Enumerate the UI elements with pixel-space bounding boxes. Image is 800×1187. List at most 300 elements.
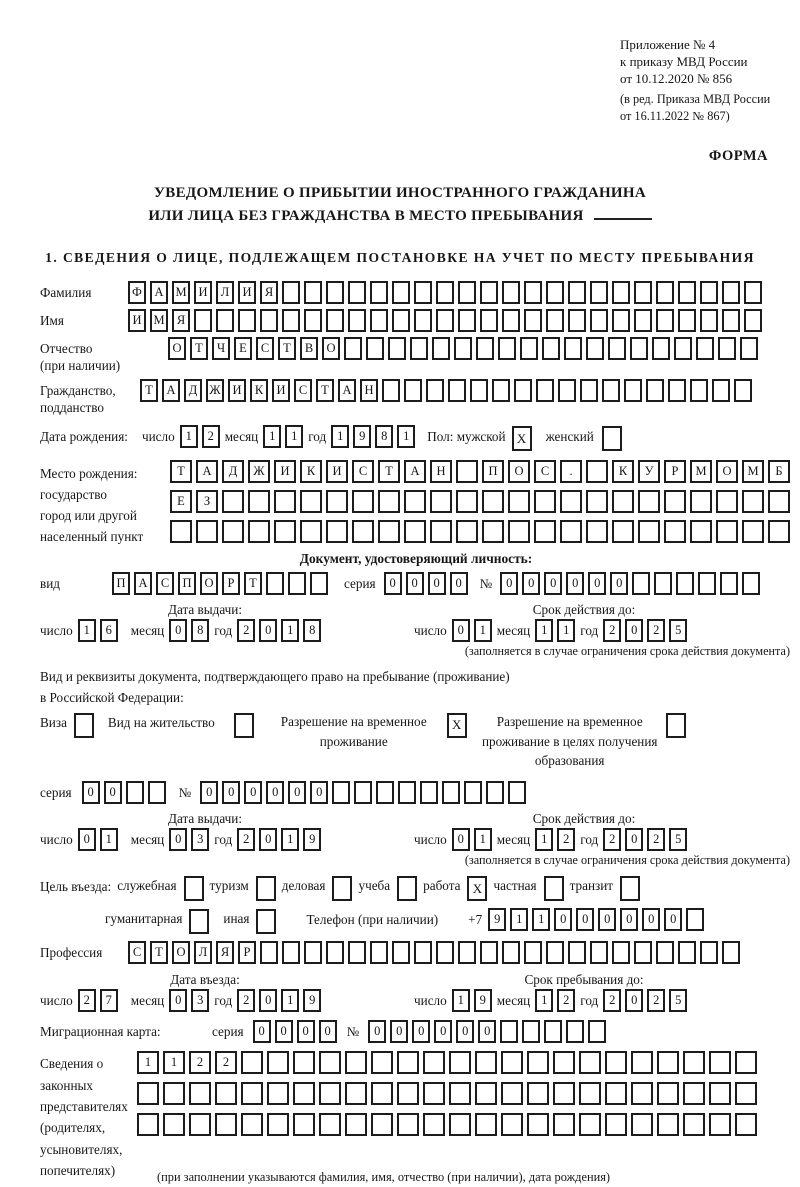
- char-cell: [371, 1051, 393, 1074]
- appendix-block: [620, 36, 770, 124]
- char-cell: [632, 572, 650, 595]
- char-cell: [568, 309, 586, 332]
- char-cell: 2: [237, 828, 255, 851]
- char-cell: [378, 490, 400, 513]
- char-cell: [397, 1051, 419, 1074]
- char-cell: [194, 309, 212, 332]
- char-cell: [546, 941, 564, 964]
- char-cell: [522, 1020, 540, 1043]
- month-label: месяц: [130, 622, 165, 638]
- char-cell: [430, 520, 452, 543]
- char-cell: [605, 1051, 627, 1074]
- char-cell: [586, 337, 604, 360]
- char-cell: 1: [331, 425, 349, 448]
- char-cell: 9: [303, 828, 321, 851]
- char-cell: 5: [669, 619, 687, 642]
- char-cell: 0: [566, 572, 584, 595]
- day-label: число: [40, 993, 73, 1009]
- char-cell: [612, 520, 634, 543]
- char-cell: 5: [669, 828, 687, 851]
- char-cell: [716, 490, 738, 513]
- citizenship-cells: [140, 379, 752, 402]
- issue-date-header: Дата выдачи:: [167, 811, 243, 827]
- char-cell: [735, 1051, 757, 1074]
- migration-card-number-cells: [368, 1020, 606, 1043]
- gumanitarnaya-checkbox: [189, 909, 209, 934]
- birthplace-label-line1: Место рождения:: [40, 466, 138, 481]
- char-cell: 1: [474, 828, 492, 851]
- number-label: №: [479, 575, 493, 591]
- purpose-label: Цель въезда:: [40, 879, 112, 895]
- turizm-checkbox: [256, 876, 276, 901]
- id-doc-valid-group: [414, 619, 687, 642]
- char-cell: [449, 1082, 471, 1105]
- citizenship-label-line2: подданство: [40, 399, 104, 415]
- char-cell: .: [560, 460, 582, 483]
- char-cell: [524, 309, 542, 332]
- char-cell: 2: [78, 989, 96, 1012]
- char-cell: [656, 281, 674, 304]
- char-cell: М: [690, 460, 712, 483]
- visa-label: Виза: [40, 714, 67, 730]
- sex-female-label: женский: [545, 429, 594, 444]
- char-cell: 2: [603, 989, 621, 1012]
- char-cell: 0: [200, 781, 218, 804]
- patronymic-label: [40, 337, 168, 374]
- char-cell: 0: [390, 1020, 408, 1043]
- char-cell: В: [300, 337, 318, 360]
- char-cell: [266, 572, 284, 595]
- char-cell: [709, 1051, 731, 1074]
- char-cell: Т: [316, 379, 334, 402]
- purpose-inaya: [223, 908, 276, 934]
- char-cell: [382, 379, 400, 402]
- stay-doc-valid-group: [414, 828, 687, 851]
- char-cell: И: [274, 460, 296, 483]
- char-cell: [527, 1051, 549, 1074]
- char-cell: [638, 520, 660, 543]
- char-cell: [282, 281, 300, 304]
- char-cell: Т: [170, 460, 192, 483]
- delovaya-label: деловая: [281, 878, 326, 894]
- char-cell: Ф: [128, 281, 146, 304]
- char-cell: [602, 379, 620, 402]
- char-cell: [560, 520, 582, 543]
- forma-label: ФОРМА: [708, 148, 768, 164]
- char-cell: [657, 1113, 679, 1136]
- char-cell: [564, 337, 582, 360]
- char-cell: 3: [191, 989, 209, 1012]
- char-cell: [501, 1051, 523, 1074]
- sex-male-checkbox: X: [512, 426, 532, 451]
- char-cell: [696, 337, 714, 360]
- id-doc-kind-row: [40, 572, 792, 595]
- char-cell: 2: [237, 619, 255, 642]
- year-label: год: [580, 993, 599, 1009]
- day-label: число: [40, 622, 73, 638]
- char-cell: 0: [259, 989, 277, 1012]
- char-cell: [579, 1082, 601, 1105]
- stay-doc-valid-day: [452, 828, 492, 851]
- char-cell: [426, 379, 444, 402]
- char-cell: [326, 309, 344, 332]
- visa-checkbox: [74, 713, 94, 738]
- id-doc-valid-day: [452, 619, 492, 642]
- representatives-label-line6: попечителях): [40, 1163, 116, 1179]
- char-cell: [558, 379, 576, 402]
- char-cell: 1: [535, 619, 553, 642]
- char-cell: 2: [237, 989, 255, 1012]
- section1-title: 1. СВЕДЕНИЯ О ЛИЦЕ, ПОДЛЕЖАЩЕМ ПОСТАНОВКЕ НА УЧЕТ ПО МЕСТУ ПРЕБЫВАНИЯ: [45, 250, 755, 265]
- char-cell: [216, 309, 234, 332]
- birthdate-group: [142, 425, 415, 448]
- char-cell: [458, 309, 476, 332]
- char-cell: 2: [557, 828, 575, 851]
- char-cell: 0: [428, 572, 446, 595]
- char-cell: [241, 1113, 263, 1136]
- title-underline: [594, 218, 652, 220]
- series-label: серия: [212, 1024, 244, 1040]
- char-cell: [456, 520, 478, 543]
- char-cell: [612, 281, 630, 304]
- surname-label: Фамилия: [40, 285, 92, 300]
- char-cell: [170, 520, 192, 543]
- citizenship-label-line1: Гражданство,: [40, 383, 116, 398]
- char-cell: [683, 1082, 705, 1105]
- id-doc-series-cells: [384, 572, 468, 595]
- char-cell: [527, 1113, 549, 1136]
- char-cell: Д: [184, 379, 202, 402]
- char-cell: [502, 281, 520, 304]
- char-cell: Л: [216, 281, 234, 304]
- char-cell: [590, 941, 608, 964]
- char-cell: 0: [104, 781, 122, 804]
- char-cell: 0: [642, 908, 660, 931]
- char-cell: [486, 781, 504, 804]
- char-cell: [683, 1113, 705, 1136]
- char-cell: [501, 1113, 523, 1136]
- char-cell: А: [196, 460, 218, 483]
- number-label: №: [346, 1024, 360, 1040]
- char-cell: [542, 337, 560, 360]
- char-cell: [678, 281, 696, 304]
- name-cells: [128, 309, 762, 332]
- char-cell: [560, 490, 582, 513]
- char-cell: 0: [625, 989, 643, 1012]
- char-cell: [222, 520, 244, 543]
- id-doc-dates-row: [40, 619, 792, 642]
- char-cell: [282, 941, 300, 964]
- char-cell: [612, 309, 630, 332]
- char-cell: [508, 490, 530, 513]
- char-cell: 1: [535, 828, 553, 851]
- purpose-turizm: [210, 875, 276, 901]
- char-cell: Т: [140, 379, 158, 402]
- char-cell: [608, 337, 626, 360]
- char-cell: [454, 337, 472, 360]
- representatives-row3-cells: [137, 1113, 757, 1136]
- char-cell: 1: [474, 619, 492, 642]
- char-cell: С: [294, 379, 312, 402]
- stay-doc-dates-row: [40, 828, 792, 851]
- char-cell: [423, 1082, 445, 1105]
- char-cell: К: [300, 460, 322, 483]
- char-cell: 0: [288, 781, 306, 804]
- char-cell: 0: [598, 908, 616, 931]
- char-cell: [476, 337, 494, 360]
- char-cell: [436, 309, 454, 332]
- char-cell: [742, 490, 764, 513]
- birth-day-cells: [180, 425, 220, 448]
- char-cell: [744, 309, 762, 332]
- char-cell: [546, 281, 564, 304]
- id-doc-kind-label: вид: [40, 575, 60, 591]
- char-cell: [524, 281, 542, 304]
- char-cell: [248, 490, 270, 513]
- char-cell: А: [150, 281, 168, 304]
- char-cell: [678, 941, 696, 964]
- char-cell: [498, 337, 516, 360]
- char-cell: 1: [100, 828, 118, 851]
- patronymic-label-line2: (при наличии): [40, 357, 121, 373]
- char-cell: 0: [412, 1020, 430, 1043]
- month-label: месяц: [224, 429, 259, 444]
- citizenship-label: [40, 379, 140, 416]
- temp-residence-label: Разрешение на временное проживание: [280, 713, 427, 749]
- appendix-line: Приложение № 4: [620, 37, 716, 52]
- day-label: число: [40, 832, 73, 848]
- char-cell: [514, 379, 532, 402]
- name-row: [40, 309, 792, 332]
- char-cell: [480, 281, 498, 304]
- birthplace-label-line2: государство: [40, 487, 107, 503]
- char-cell: 8: [375, 425, 393, 448]
- char-cell: [722, 281, 740, 304]
- char-cell: [398, 781, 416, 804]
- char-cell: 2: [603, 828, 621, 851]
- char-cell: А: [404, 460, 426, 483]
- char-cell: [326, 490, 348, 513]
- char-cell: [590, 281, 608, 304]
- char-cell: [536, 379, 554, 402]
- char-cell: 0: [244, 781, 262, 804]
- char-cell: И: [326, 460, 348, 483]
- name-label: Имя: [40, 313, 64, 328]
- char-cell: [370, 941, 388, 964]
- char-cell: 2: [603, 619, 621, 642]
- option-temp-residence: [268, 712, 467, 752]
- char-cell: 0: [452, 828, 470, 851]
- char-cell: [768, 520, 790, 543]
- char-cell: [332, 781, 350, 804]
- char-cell: [126, 781, 144, 804]
- char-cell: 0: [664, 908, 682, 931]
- id-doc-date-headers: [40, 602, 792, 618]
- char-cell: 0: [297, 1020, 315, 1043]
- char-cell: 1: [510, 908, 528, 931]
- representatives-row1-cells: [137, 1051, 757, 1074]
- representatives-label-line5: усыновителях,: [40, 1141, 123, 1157]
- char-cell: С: [256, 337, 274, 360]
- char-cell: [456, 490, 478, 513]
- char-cell: [612, 941, 630, 964]
- char-cell: 1: [180, 425, 198, 448]
- char-cell: [568, 941, 586, 964]
- birthplace-row2-cells: [170, 490, 790, 513]
- form-body: [40, 281, 792, 1187]
- char-cell: С: [128, 941, 146, 964]
- patronymic-cells: [168, 337, 758, 360]
- char-cell: [722, 941, 740, 964]
- stay-doc-issue-group: [40, 828, 370, 851]
- char-cell: 0: [275, 1020, 293, 1043]
- char-cell: С: [534, 460, 556, 483]
- char-cell: Р: [664, 460, 686, 483]
- char-cell: [709, 1082, 731, 1105]
- char-cell: [742, 520, 764, 543]
- char-cell: [605, 1082, 627, 1105]
- representatives-cells-stack: [137, 1051, 757, 1185]
- char-cell: Я: [216, 941, 234, 964]
- char-cell: [527, 1082, 549, 1105]
- day-label: число: [414, 622, 447, 638]
- char-cell: 1: [281, 989, 299, 1012]
- char-cell: И: [272, 379, 290, 402]
- entry-year-cells: [237, 989, 321, 1012]
- char-cell: [423, 1051, 445, 1074]
- birthplace-cells-stack: [170, 460, 790, 543]
- char-cell: [449, 1113, 471, 1136]
- birth-month-cells: [263, 425, 303, 448]
- char-cell: [652, 337, 670, 360]
- char-cell: [137, 1113, 159, 1136]
- char-cell: [709, 1113, 731, 1136]
- gumanitarnaya-label: гуманитарная: [105, 911, 183, 927]
- profession-label: Профессия: [40, 945, 103, 961]
- id-doc-valid-year: [603, 619, 687, 642]
- form-title-line2: [0, 205, 800, 228]
- char-cell: Т: [190, 337, 208, 360]
- chastnaya-label: частная: [493, 878, 537, 894]
- char-cell: [222, 490, 244, 513]
- char-cell: 3: [191, 828, 209, 851]
- day-label: число: [414, 832, 447, 848]
- migration-card-series-cells: [253, 1020, 337, 1043]
- entry-month-cells: [169, 989, 209, 1012]
- tranzit-label: транзит: [569, 878, 614, 894]
- stay-doc-issue-day: [78, 828, 118, 851]
- char-cell: [326, 941, 344, 964]
- char-cell: 9: [488, 908, 506, 931]
- day-label: число: [414, 993, 447, 1009]
- char-cell: 0: [368, 1020, 386, 1043]
- purpose-gumanitarnaya: [105, 908, 209, 934]
- char-cell: [482, 490, 504, 513]
- char-cell: [274, 520, 296, 543]
- char-cell: [586, 460, 608, 483]
- char-cell: 2: [557, 989, 575, 1012]
- entry-date-header: Дата въезда:: [170, 972, 240, 988]
- char-cell: [464, 781, 482, 804]
- char-cell: 0: [625, 619, 643, 642]
- char-cell: [260, 309, 278, 332]
- char-cell: [458, 281, 476, 304]
- char-cell: [722, 309, 740, 332]
- char-cell: [500, 1020, 518, 1043]
- char-cell: Я: [260, 281, 278, 304]
- char-cell: [414, 309, 432, 332]
- char-cell: [300, 490, 322, 513]
- stay-doc-number-cells: [200, 781, 526, 804]
- char-cell: [293, 1082, 315, 1105]
- char-cell: [304, 281, 322, 304]
- char-cell: [371, 1113, 393, 1136]
- char-cell: Л: [194, 941, 212, 964]
- char-cell: 1: [281, 619, 299, 642]
- char-cell: [718, 337, 736, 360]
- id-doc-issue-group: [40, 619, 370, 642]
- char-cell: 1: [532, 908, 550, 931]
- char-cell: [566, 1020, 584, 1043]
- purpose-tranzit: [570, 875, 640, 901]
- char-cell: [654, 572, 672, 595]
- char-cell: [544, 1020, 562, 1043]
- char-cell: 0: [500, 572, 518, 595]
- stay-doc-series-row: [40, 781, 792, 804]
- option-residence-permit: [108, 712, 254, 738]
- char-cell: [534, 490, 556, 513]
- char-cell: [657, 1082, 679, 1105]
- char-cell: [376, 781, 394, 804]
- char-cell: [501, 1082, 523, 1105]
- char-cell: 0: [588, 572, 606, 595]
- migration-card-label: Миграционная карта:: [40, 1024, 161, 1040]
- char-cell: 9: [353, 425, 371, 448]
- char-cell: [646, 379, 664, 402]
- char-cell: [634, 281, 652, 304]
- stay-doc-valid-month: [535, 828, 575, 851]
- char-cell: Б: [768, 460, 790, 483]
- char-cell: [288, 572, 306, 595]
- stay-until-year-cells: [603, 989, 687, 1012]
- char-cell: 0: [554, 908, 572, 931]
- year-label: год: [580, 622, 599, 638]
- char-cell: [304, 941, 322, 964]
- char-cell: [371, 1082, 393, 1105]
- char-cell: [348, 941, 366, 964]
- char-cell: [196, 520, 218, 543]
- char-cell: [742, 572, 760, 595]
- char-cell: 1: [285, 425, 303, 448]
- temp-residence-education-label: Разрешение на временное проживание в целях получения образования: [481, 713, 658, 769]
- birthplace-label-line3: город или другой: [40, 508, 137, 524]
- char-cell: [690, 379, 708, 402]
- stay-until-header: Срок пребывания до:: [524, 972, 644, 988]
- entry-day-cells: [78, 989, 118, 1012]
- month-label: месяц: [496, 993, 531, 1009]
- appendix-line: от 10.12.2020 № 856: [620, 71, 733, 87]
- year-label: год: [308, 429, 327, 444]
- char-cell: О: [322, 337, 340, 360]
- char-cell: [553, 1113, 575, 1136]
- stay-doc-valid-year: [603, 828, 687, 851]
- id-doc-number-cells: [500, 572, 760, 595]
- char-cell: [458, 941, 476, 964]
- amendment-line: (в ред. Приказа МВД России: [620, 92, 771, 107]
- char-cell: 0: [522, 572, 540, 595]
- char-cell: [475, 1082, 497, 1105]
- year-label: год: [580, 832, 599, 848]
